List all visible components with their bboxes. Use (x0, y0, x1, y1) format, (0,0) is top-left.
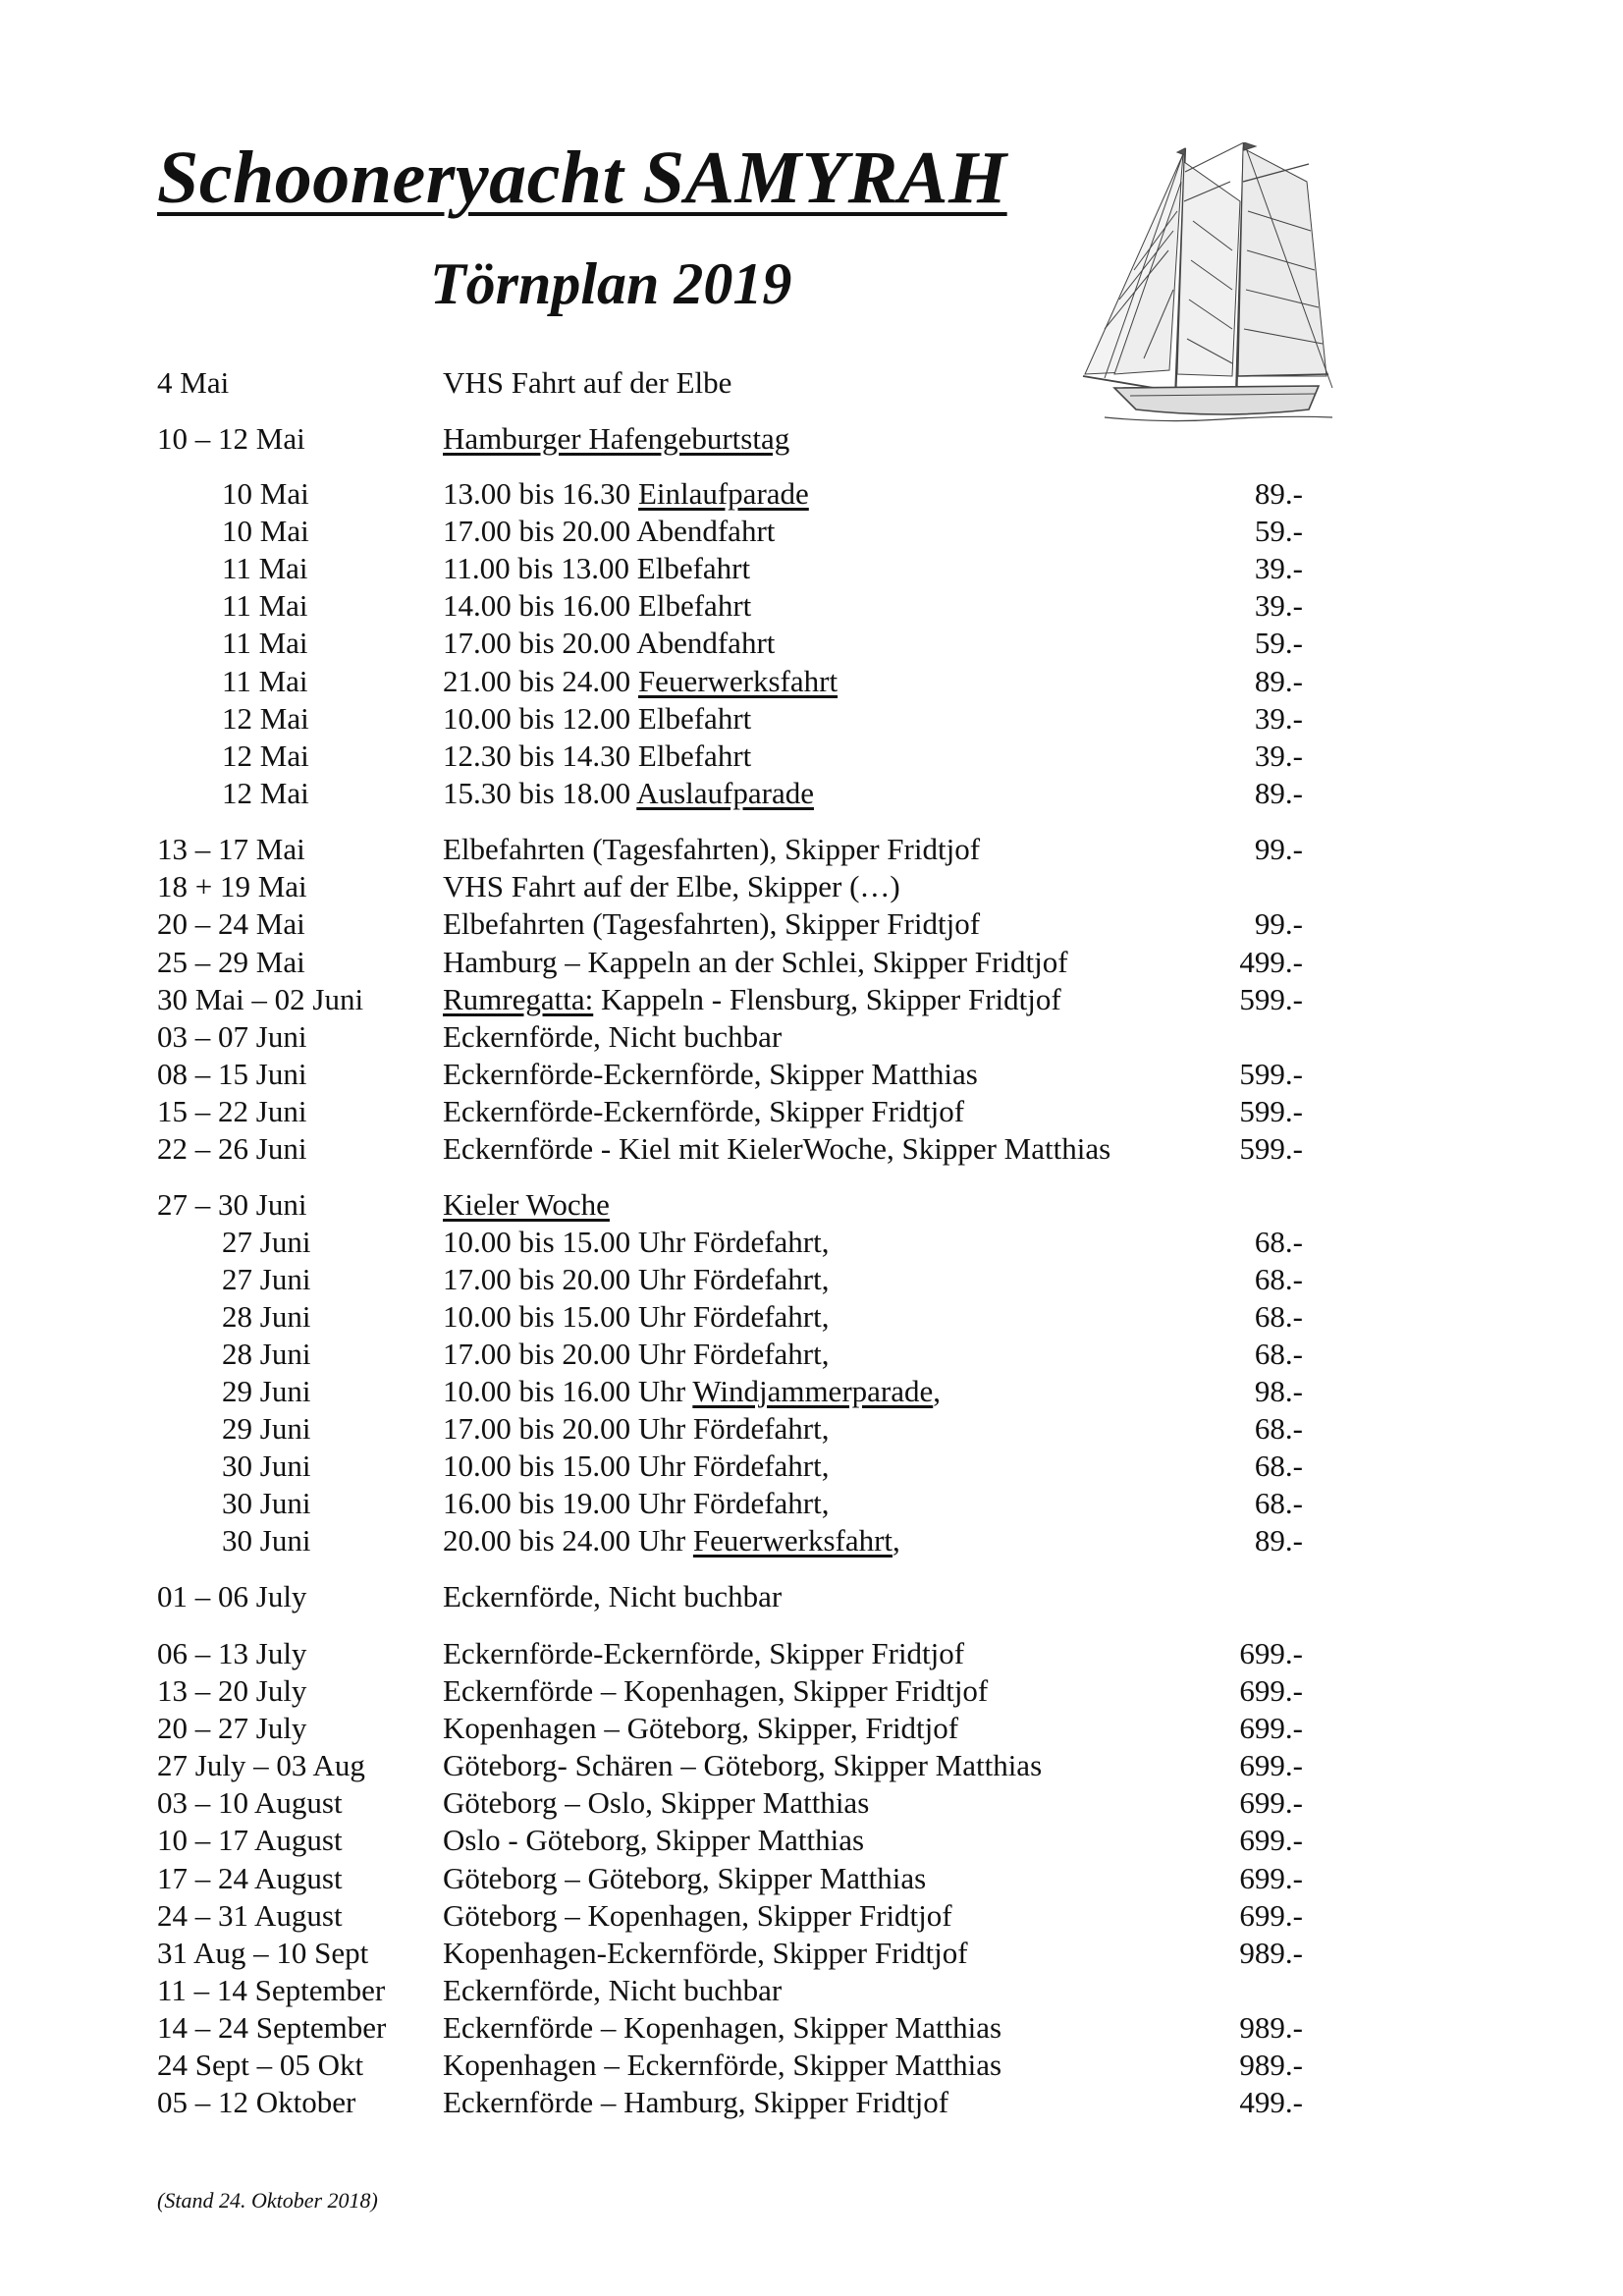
row-description (443, 663, 838, 700)
schedule-row (0, 868, 1623, 905)
row-date: 10 – 17 August (157, 1823, 343, 1857)
row-date: 27 – 30 Juni (157, 1187, 307, 1222)
row-description (443, 1373, 941, 1410)
row-date: 18 + 19 Mai (157, 869, 307, 903)
row-text: 10.00 bis 15.00 Uhr Fördefahrt, (443, 1449, 830, 1483)
row-text: , (893, 1523, 900, 1558)
schedule-row (0, 905, 1623, 943)
schedule-row (0, 1018, 1623, 1056)
schedule-subrow (0, 1485, 1623, 1522)
row-text: Hamburg – Kappeln an der Schlei, Skipper Fridtjof (443, 945, 1068, 979)
schedule-row (0, 981, 1623, 1018)
row-price: 89.- (1254, 664, 1303, 698)
row-text: 21.00 bis 24.00 (443, 664, 638, 698)
row-text: VHS Fahrt auf der Elbe, Skipper (…) (443, 869, 900, 903)
schedule-row (0, 831, 1623, 868)
row-price: 599.- (1239, 1131, 1303, 1166)
row-description (443, 587, 751, 625)
row-text: 17.00 bis 20.00 Uhr Fördefahrt, (443, 1337, 830, 1371)
row-text: 15.30 bis 18.00 (443, 776, 637, 810)
row-text: Kopenhagen-Eckernförde, Skipper Fridtjof (443, 1936, 968, 1970)
row-text: Eckernförde-Eckernförde, Skipper Matthias (443, 1057, 978, 1091)
row-description (443, 1448, 829, 1485)
row-price: 68.- (1254, 1262, 1303, 1296)
schedule-row (0, 2084, 1623, 2121)
row-price: 68.- (1254, 1299, 1303, 1334)
row-description (443, 700, 751, 738)
row-price: 89.- (1254, 1523, 1303, 1558)
event-name: Windjammerparade (692, 1374, 934, 1408)
row-price: 599.- (1239, 1057, 1303, 1091)
row-price: 68.- (1254, 1337, 1303, 1371)
schedule-subrow (0, 550, 1623, 587)
schedule-row (0, 1860, 1623, 1897)
row-description (443, 2009, 1001, 2047)
row-description (443, 1747, 1042, 1784)
row-price: 39.- (1254, 701, 1303, 736)
schedule-row (0, 364, 1623, 402)
row-description (443, 905, 980, 943)
row-text: 12.30 bis 14.30 Elbefahrt (443, 738, 752, 773)
event-name: Rumregatta: (443, 982, 594, 1016)
row-description (443, 420, 789, 458)
row-price: 99.- (1254, 906, 1303, 941)
row-description (443, 1672, 988, 1710)
row-price: 68.- (1254, 1486, 1303, 1520)
row-description (443, 513, 775, 550)
event-name: Feuerwerksfahrt (637, 664, 839, 698)
row-price: 499.- (1239, 945, 1303, 979)
row-date: 29 Juni (222, 1374, 311, 1408)
row-price: 39.- (1254, 588, 1303, 623)
row-date: 30 Juni (222, 1449, 311, 1483)
row-text: Göteborg – Oslo, Skipper Matthias (443, 1785, 870, 1820)
row-price: 98.- (1254, 1374, 1303, 1408)
row-text: Eckernförde – Kopenhagen, Skipper Matthias (443, 2010, 1002, 2045)
row-date: 14 – 24 September (157, 2010, 387, 2045)
row-date: 27 Juni (222, 1262, 311, 1296)
row-description (443, 2047, 1001, 2084)
row-description (443, 1578, 782, 1615)
row-date: 13 – 17 Mai (157, 832, 305, 866)
row-date: 12 Mai (222, 738, 309, 773)
row-date: 4 Mai (157, 365, 230, 400)
row-text: Kopenhagen – Eckernförde, Skipper Matthias (443, 2048, 1002, 2082)
row-description (443, 1635, 964, 1672)
row-description (443, 1018, 782, 1056)
schedule-row (0, 2009, 1623, 2047)
row-date: 12 Mai (222, 701, 309, 736)
row-description (443, 738, 751, 775)
row-text: 16.00 bis 19.00 Uhr Fördefahrt, (443, 1486, 830, 1520)
footnote: (Stand 24. Oktober 2018) (157, 2188, 378, 2213)
row-date: 28 Juni (222, 1337, 311, 1371)
row-description (443, 1710, 958, 1747)
row-date: 29 Juni (222, 1411, 311, 1446)
row-text: Eckernförde – Hamburg, Skipper Fridtjof (443, 2085, 949, 2119)
row-date: 11 – 14 September (157, 1973, 386, 2007)
row-date: 24 – 31 August (157, 1898, 343, 1933)
row-date: 03 – 07 Juni (157, 1019, 307, 1054)
row-date: 20 – 24 Mai (157, 906, 305, 941)
schedule-row (0, 1578, 1623, 1615)
row-date: 30 Juni (222, 1486, 311, 1520)
row-price: 68.- (1254, 1449, 1303, 1483)
schedule-subrow (0, 587, 1623, 625)
row-description (443, 1336, 829, 1373)
row-date: 12 Mai (222, 776, 309, 810)
schedule-subrow (0, 1261, 1623, 1298)
row-text: 17.00 bis 20.00 Uhr Fördefahrt, (443, 1411, 830, 1446)
schedule-subrow (0, 1336, 1623, 1373)
row-description (443, 1410, 829, 1448)
row-description (443, 1822, 864, 1859)
row-price: 59.- (1254, 626, 1303, 660)
row-description (443, 550, 750, 587)
schedule-subrow (0, 1224, 1623, 1261)
row-text: 20.00 bis 24.00 Uhr (443, 1523, 693, 1558)
row-description (443, 1093, 964, 1130)
schedule-row (0, 1130, 1623, 1168)
row-date: 27 Juni (222, 1225, 311, 1259)
row-description (443, 944, 1068, 981)
event-name: Hamburger Hafengeburtstag (443, 421, 790, 456)
row-text: VHS Fahrt auf der Elbe (443, 365, 732, 400)
row-text: Elbefahrten (Tagesfahrten), Skipper Fridtjof (443, 906, 981, 941)
row-text: 17.00 bis 20.00 Uhr Fördefahrt, (443, 1262, 830, 1296)
row-date: 10 Mai (222, 476, 309, 511)
row-date: 22 – 26 Juni (157, 1131, 307, 1166)
row-text: , (933, 1374, 941, 1408)
row-text: Eckernförde-Eckernförde, Skipper Fridtjof (443, 1094, 965, 1128)
schedule-row (0, 1635, 1623, 1672)
row-description (443, 1224, 829, 1261)
schedule-row (0, 1672, 1623, 1710)
row-date: 25 – 29 Mai (157, 945, 305, 979)
row-price: 99.- (1254, 832, 1303, 866)
row-price: 599.- (1239, 1094, 1303, 1128)
row-price: 89.- (1254, 476, 1303, 511)
row-description (443, 1972, 782, 2009)
row-text: Eckernförde, Nicht buchbar (443, 1973, 783, 2007)
row-text: Kopenhagen – Göteborg, Skipper, Fridtjof (443, 1711, 959, 1745)
row-date: 30 Mai – 02 Juni (157, 982, 364, 1016)
row-date: 11 Mai (222, 626, 308, 660)
row-description (443, 1298, 829, 1336)
row-description (443, 625, 775, 662)
row-text: Göteborg – Kopenhagen, Skipper Fridtjof (443, 1898, 952, 1933)
schedule-subrow (0, 700, 1623, 738)
row-description (443, 1784, 869, 1822)
row-date: 30 Juni (222, 1523, 311, 1558)
row-price: 699.- (1239, 1785, 1303, 1820)
row-description (443, 2084, 948, 2121)
schedule-row (0, 1093, 1623, 1130)
schedule-row (0, 1747, 1623, 1784)
row-price: 699.- (1239, 1673, 1303, 1708)
event-name: Kieler Woche (443, 1187, 610, 1222)
row-description (443, 1130, 1110, 1168)
row-price: 699.- (1239, 1823, 1303, 1857)
schedule-row (0, 1784, 1623, 1822)
row-date: 31 Aug – 10 Sept (157, 1936, 369, 1970)
row-text: Eckernförde, Nicht buchbar (443, 1019, 783, 1054)
row-description (443, 1860, 926, 1897)
row-description (443, 981, 1061, 1018)
schedule-subrow (0, 625, 1623, 662)
row-description (443, 475, 809, 513)
schedule-row (0, 420, 1623, 458)
row-date: 11 Mai (222, 664, 308, 698)
schedule-row (0, 1897, 1623, 1935)
row-date: 24 Sept – 05 Okt (157, 2048, 364, 2082)
row-text: Göteborg – Göteborg, Skipper Matthias (443, 1861, 927, 1895)
row-description (443, 1186, 610, 1224)
row-price: 699.- (1239, 1861, 1303, 1895)
row-date: 05 – 12 Oktober (157, 2085, 356, 2119)
row-text: Oslo - Göteborg, Skipper Matthias (443, 1823, 865, 1857)
row-text: 10.00 bis 12.00 Elbefahrt (443, 701, 752, 736)
row-description (443, 775, 814, 812)
row-date: 27 July – 03 Aug (157, 1748, 365, 1782)
row-price: 59.- (1254, 514, 1303, 548)
schedule-subrow (0, 475, 1623, 513)
row-date: 11 Mai (222, 588, 308, 623)
row-description (443, 1522, 900, 1559)
schedule-row (0, 1186, 1623, 1224)
row-description (443, 1056, 978, 1093)
row-price: 989.- (1239, 1936, 1303, 1970)
row-text: 10.00 bis 16.00 Uhr (443, 1374, 693, 1408)
row-date: 10 – 12 Mai (157, 421, 305, 456)
row-price: 699.- (1239, 1636, 1303, 1670)
schedule-subrow (0, 775, 1623, 812)
schedule-subrow (0, 738, 1623, 775)
row-text: 10.00 bis 15.00 Uhr Fördefahrt, (443, 1299, 830, 1334)
schedule-row (0, 1935, 1623, 1972)
row-text: Eckernförde, Nicht buchbar (443, 1579, 783, 1613)
schedule-subrow (0, 513, 1623, 550)
row-date: 10 Mai (222, 514, 309, 548)
event-name: Auslaufparade (636, 776, 814, 810)
row-text: Elbefahrten (Tagesfahrten), Skipper Fridtjof (443, 832, 981, 866)
row-text: Eckernförde - Kiel mit KielerWoche, Skipper Matthias (443, 1131, 1111, 1166)
row-price: 699.- (1239, 1748, 1303, 1782)
row-text: 10.00 bis 15.00 Uhr Fördefahrt, (443, 1225, 830, 1259)
schedule-row (0, 1972, 1623, 2009)
row-date: 13 – 20 July (157, 1673, 307, 1708)
row-date: 06 – 13 July (157, 1636, 307, 1670)
schedule-subrow (0, 1373, 1623, 1410)
schedule-subrow (0, 1448, 1623, 1485)
schedule-row (0, 2047, 1623, 2084)
event-name: Einlaufparade (637, 476, 809, 511)
row-date: 17 – 24 August (157, 1861, 343, 1895)
schedule-row (0, 1710, 1623, 1747)
row-date: 15 – 22 Juni (157, 1094, 307, 1128)
row-text: Kappeln - Flensburg, Skipper Fridtjof (593, 982, 1061, 1016)
row-text: 11.00 bis 13.00 Elbefahrt (443, 551, 751, 585)
row-date: 28 Juni (222, 1299, 311, 1334)
row-description (443, 831, 980, 868)
row-text: Göteborg- Schären – Göteborg, Skipper Matthias (443, 1748, 1043, 1782)
row-description (443, 868, 900, 905)
schedule-subrow (0, 1522, 1623, 1559)
row-description (443, 364, 731, 402)
event-name: Feuerwerksfahrt (692, 1523, 893, 1558)
row-price: 89.- (1254, 776, 1303, 810)
document-title: Schooneryacht SAMYRAH (157, 137, 1007, 219)
row-date: 01 – 06 July (157, 1579, 307, 1613)
row-date: 11 Mai (222, 551, 308, 585)
row-price: 599.- (1239, 982, 1303, 1016)
row-text: 13.00 bis 16.30 (443, 476, 638, 511)
row-price: 499.- (1239, 2085, 1303, 2119)
row-text: Eckernförde – Kopenhagen, Skipper Fridtjof (443, 1673, 989, 1708)
row-price: 699.- (1239, 1898, 1303, 1933)
schedule-subrow (0, 1298, 1623, 1336)
schedule-row (0, 944, 1623, 981)
row-price: 989.- (1239, 2048, 1303, 2082)
row-date: 08 – 15 Juni (157, 1057, 307, 1091)
row-date: 03 – 10 August (157, 1785, 343, 1820)
row-description (443, 1261, 829, 1298)
row-price: 68.- (1254, 1411, 1303, 1446)
row-description (443, 1897, 952, 1935)
schedule-row (0, 1056, 1623, 1093)
row-price: 699.- (1239, 1711, 1303, 1745)
row-text: 17.00 bis 20.00 Abendfahrt (443, 514, 776, 548)
row-description (443, 1485, 829, 1522)
row-price: 989.- (1239, 2010, 1303, 2045)
row-text: 14.00 bis 16.00 Elbefahrt (443, 588, 752, 623)
row-text: 17.00 bis 20.00 Abendfahrt (443, 626, 776, 660)
row-description (443, 1935, 968, 1972)
schedule-subrow (0, 663, 1623, 700)
schedule-subrow (0, 1410, 1623, 1448)
document-subtitle: Törnplan 2019 (430, 251, 792, 316)
row-price: 39.- (1254, 551, 1303, 585)
schedule-row (0, 1822, 1623, 1859)
row-price: 39.- (1254, 738, 1303, 773)
row-date: 20 – 27 July (157, 1711, 307, 1745)
row-text: Eckernförde-Eckernförde, Skipper Fridtjof (443, 1636, 965, 1670)
row-price: 68.- (1254, 1225, 1303, 1259)
